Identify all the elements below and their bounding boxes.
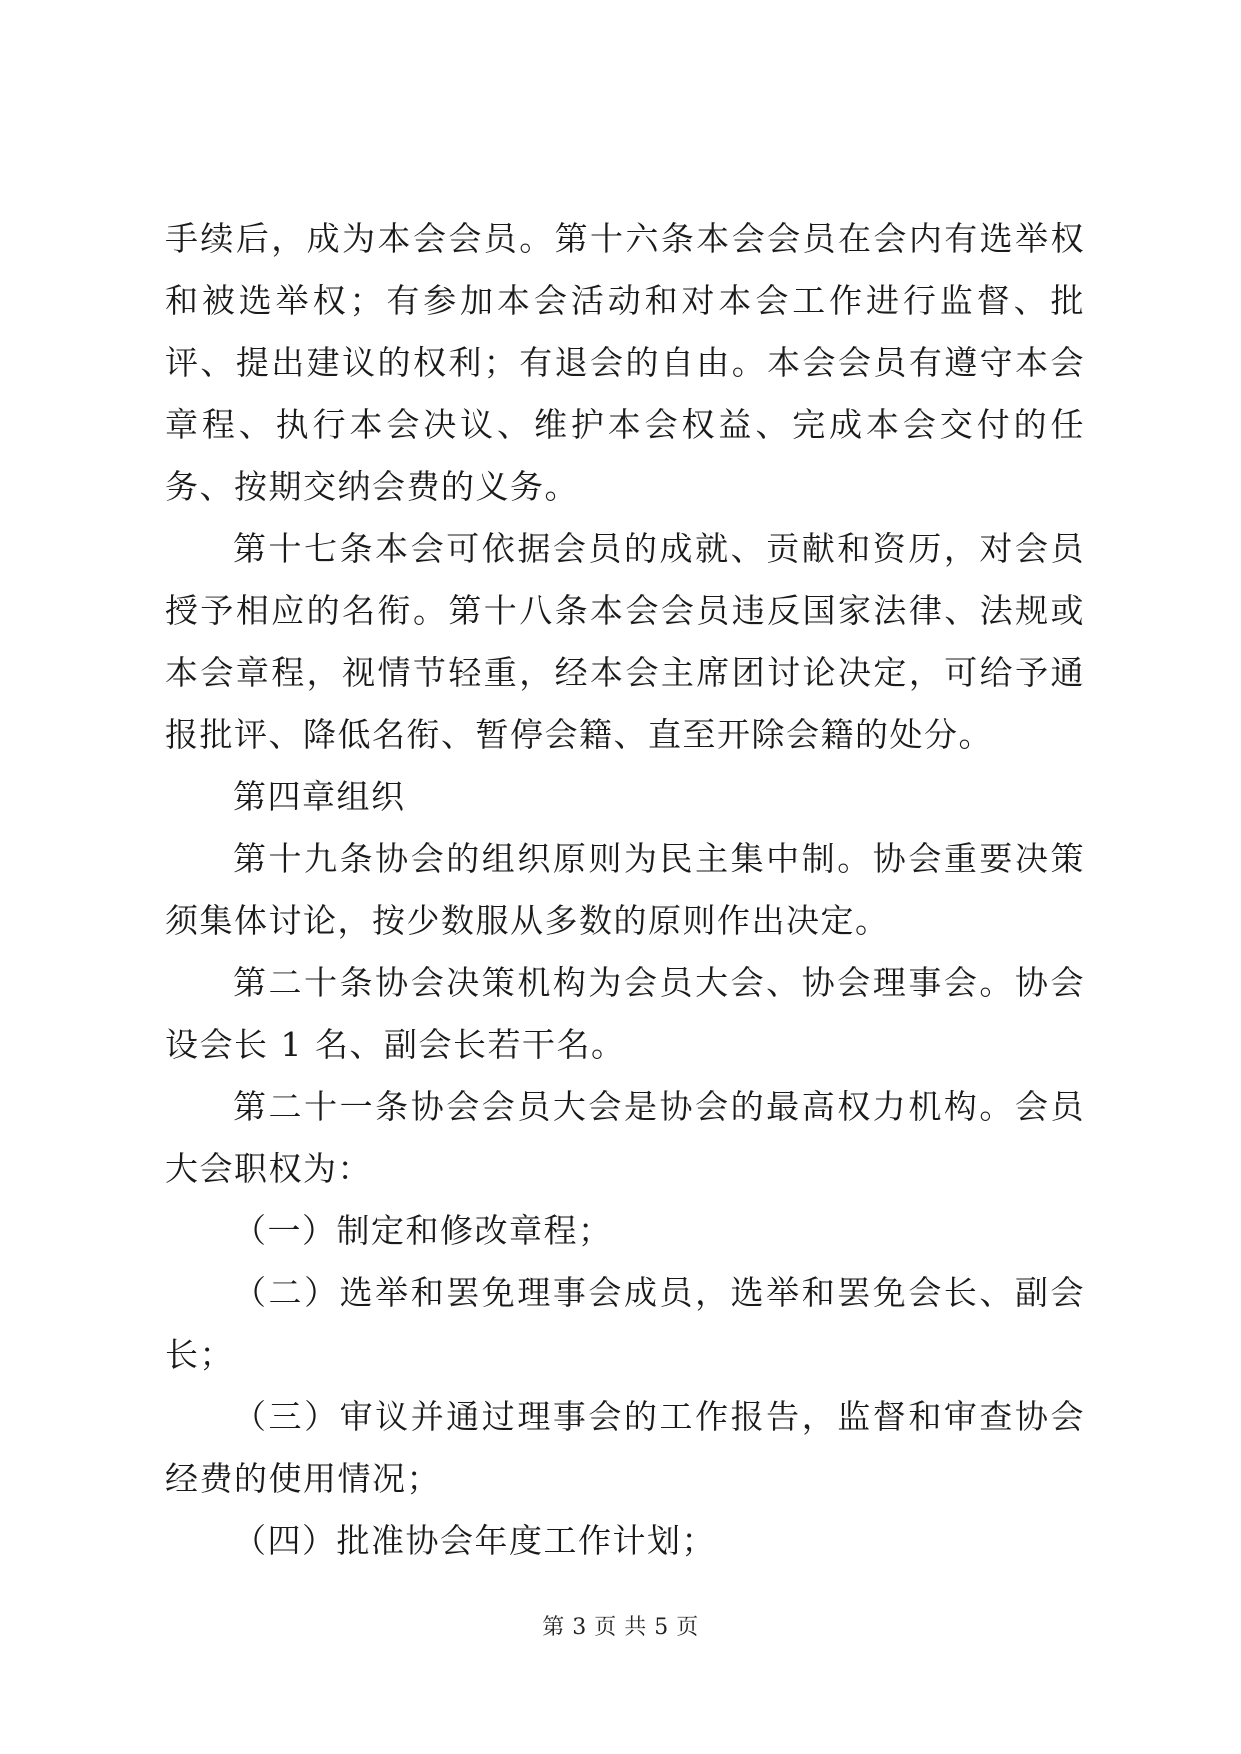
paragraph-article-20: 第二十条协会决策机构为会员大会、协会理事会。协会设会长 1 名、副会长若干名。 [165,963,1085,1064]
list-item-3: （三）审议并通过理事会的工作报告，监督和审查协会经费的使用情况； [165,1397,1085,1498]
paragraph-article-21: 第二十一条协会会员大会是协会的最高权力机构。会员大会职权为： [165,1087,1085,1188]
page-number-footer: 第 3 页 共 5 页 [542,1615,699,1640]
list-item-1: （一）制定和修改章程； [233,1211,613,1250]
document-body [165,208,1085,1572]
paragraph-membership-rights: 手续后，成为本会会员。第十六条本会会员在会内有选举权和被选举权；有参加本会活动和对本会工作进行监督、批评、提出建议的权利；有退会的自由。本会会员有遵守本会章程、执行本会决议、维护本会权益、完成本会交付的任务、按期交纳会费的义务。 [165,219,1085,506]
list-item-2: （二）选举和罢免理事会成员，选举和罢免会长、副会长； [165,1273,1085,1374]
paragraph-titles-and-discipline: 第十七条本会可依据会员的成就、贡献和资历，对会员授予相应的名衔。第十八条本会会员违反国家法律、法规或本会章程，视情节轻重，经本会主席团讨论决定，可给予通报批评、降低名衔、暂停会籍、直至开除会籍的处分。 [165,529,1085,754]
chapter-heading: 第四章组织 [233,777,406,816]
paragraph-article-19: 第十九条协会的组织原则为民主集中制。协会重要决策须集体讨论，按少数服从多数的原则作出决定。 [165,839,1085,940]
list-item-4: （四）批准协会年度工作计划； [233,1521,716,1560]
